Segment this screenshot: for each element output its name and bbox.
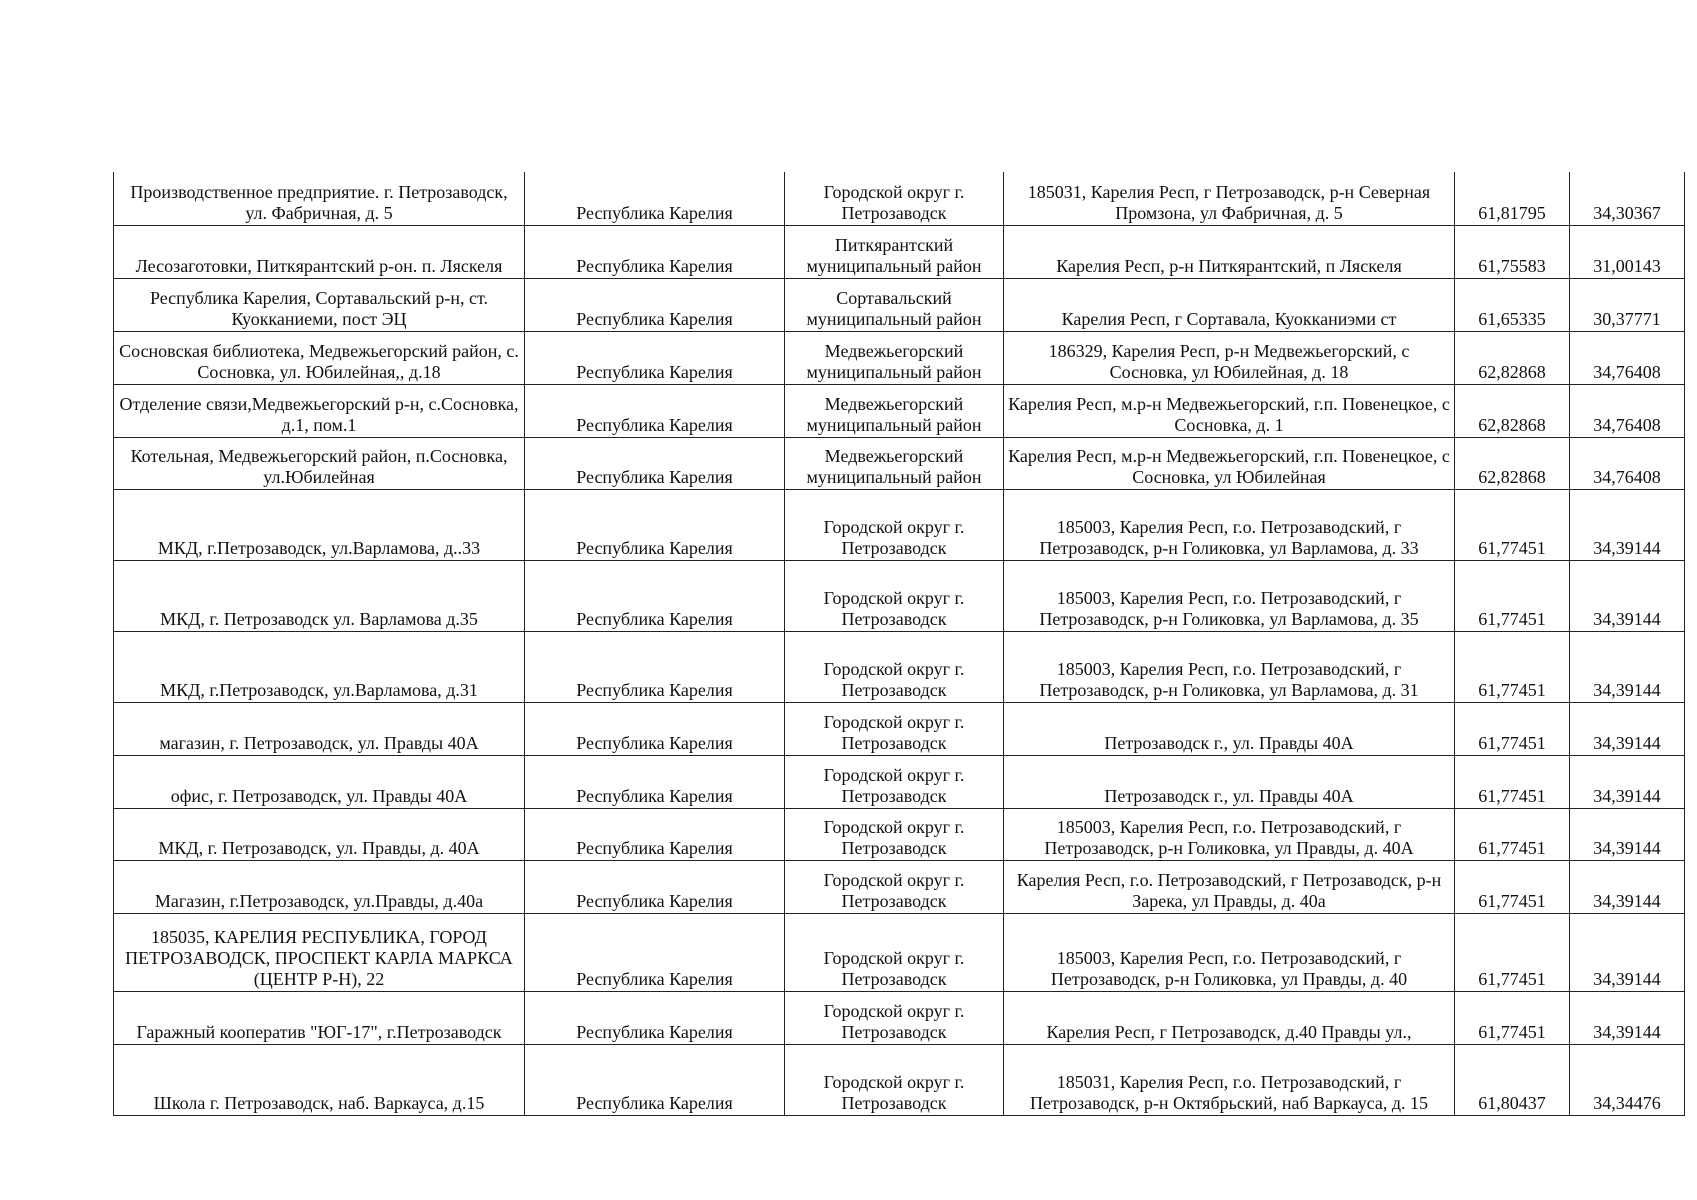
- longitude-cell: 34,76408: [1570, 331, 1685, 384]
- longitude-cell: 34,39144: [1570, 702, 1685, 755]
- longitude-cell: 34,39144: [1570, 860, 1685, 913]
- table-row: [114, 172, 1685, 225]
- region-cell: Республика Карелия: [525, 860, 785, 913]
- region-cell: Республика Карелия: [525, 808, 785, 860]
- table-row: [114, 560, 1685, 631]
- latitude-cell: 61,77451: [1455, 913, 1570, 991]
- table-row: [114, 702, 1685, 755]
- table-row: [114, 1044, 1685, 1115]
- object-name-cell: МКД, г.Петрозаводск, ул.Варламова, д..33: [114, 489, 525, 560]
- address-cell: Карелия Респ, м.р-н Медвежьегорский, г.п. Повенецкое, с Сосновка, д. 1: [1004, 384, 1455, 437]
- latitude-cell: 62,82868: [1455, 437, 1570, 489]
- municipality-cell: Городской округ г. Петрозаводск: [785, 172, 1004, 225]
- object-name-cell: магазин, г. Петрозаводск, ул. Правды 40А: [114, 702, 525, 755]
- address-cell: 185031, Карелия Респ, г Петрозаводск, р-н Северная Промзона, ул Фабричная, д. 5: [1004, 172, 1455, 225]
- latitude-cell: 61,81795: [1455, 172, 1570, 225]
- address-cell: Петрозаводск г., ул. Правды 40А: [1004, 755, 1455, 808]
- object-name-cell: Сосновская библиотека, Медвежьегорский район, с. Сосновка, ул. Юбилейная,, д.18: [114, 331, 525, 384]
- municipality-cell: Городской округ г. Петрозаводск: [785, 991, 1004, 1044]
- table-row: [114, 755, 1685, 808]
- object-name-cell: Республика Карелия, Сортавальский р-н, ст. Куокканиеми, пост ЭЦ: [114, 278, 525, 331]
- latitude-cell: 61,75583: [1455, 225, 1570, 278]
- object-name-cell: Производственное предприятие. г. Петрозаводск, ул. Фабричная, д. 5: [114, 172, 525, 225]
- object-name-cell: МКД, г. Петрозаводск ул. Варламова д.35: [114, 560, 525, 631]
- longitude-cell: 34,39144: [1570, 560, 1685, 631]
- address-cell: Петрозаводск г., ул. Правды 40А: [1004, 702, 1455, 755]
- municipality-cell: Питкярантский муниципальный район: [785, 225, 1004, 278]
- object-name-cell: Гаражный кооператив "ЮГ-17", г.Петрозаводск: [114, 991, 525, 1044]
- table-row: [114, 278, 1685, 331]
- address-cell: 185031, Карелия Респ, г.о. Петрозаводский, г Петрозаводск, р-н Октябрьский, наб Варкауса, д. 15: [1004, 1044, 1455, 1115]
- address-cell: Карелия Респ, р-н Питкярантский, п Ляскеля: [1004, 225, 1455, 278]
- table-row: [114, 489, 1685, 560]
- municipality-cell: Городской округ г. Петрозаводск: [785, 560, 1004, 631]
- latitude-cell: 61,77451: [1455, 755, 1570, 808]
- object-name-cell: Котельная, Медвежьегорский район, п.Сосновка, ул.Юбилейная: [114, 437, 525, 489]
- object-name-cell: Отделение связи,Медвежьегорский р-н, с.Сосновка, д.1, пом.1: [114, 384, 525, 437]
- longitude-cell: 34,39144: [1570, 991, 1685, 1044]
- longitude-cell: 34,34476: [1570, 1044, 1685, 1115]
- municipality-cell: Городской округ г. Петрозаводск: [785, 702, 1004, 755]
- longitude-cell: 34,39144: [1570, 808, 1685, 860]
- object-name-cell: офис, г. Петрозаводск, ул. Правды 40А: [114, 755, 525, 808]
- object-name-cell: МКД, г.Петрозаводск, ул.Варламова, д.31: [114, 631, 525, 702]
- object-name-cell: МКД, г. Петрозаводск, ул. Правды, д. 40А: [114, 808, 525, 860]
- municipality-cell: Городской округ г. Петрозаводск: [785, 913, 1004, 991]
- municipality-cell: Городской округ г. Петрозаводск: [785, 860, 1004, 913]
- longitude-cell: 34,39144: [1570, 489, 1685, 560]
- object-name-cell: Лесозаготовки, Питкярантский р-он. п. Ляскеля: [114, 225, 525, 278]
- municipality-cell: Медвежьегорский муниципальный район: [785, 331, 1004, 384]
- table-row: [114, 860, 1685, 913]
- municipality-cell: Городской округ г. Петрозаводск: [785, 489, 1004, 560]
- object-name-cell: Школа г. Петрозаводск, наб. Варкауса, д.15: [114, 1044, 525, 1115]
- region-cell: Республика Карелия: [525, 991, 785, 1044]
- longitude-cell: 31,00143: [1570, 225, 1685, 278]
- latitude-cell: 61,77451: [1455, 631, 1570, 702]
- region-cell: Республика Карелия: [525, 225, 785, 278]
- region-cell: Республика Карелия: [525, 913, 785, 991]
- address-cell: 185003, Карелия Респ, г.о. Петрозаводский, г Петрозаводск, р-н Голиковка, ул Варламова, д. 35: [1004, 560, 1455, 631]
- address-cell: 185003, Карелия Респ, г.о. Петрозаводский, г Петрозаводск, р-н Голиковка, ул Правды, д. 40А: [1004, 808, 1455, 860]
- region-cell: Республика Карелия: [525, 437, 785, 489]
- region-cell: Республика Карелия: [525, 702, 785, 755]
- region-cell: Республика Карелия: [525, 331, 785, 384]
- region-cell: Республика Карелия: [525, 489, 785, 560]
- longitude-cell: 34,39144: [1570, 755, 1685, 808]
- address-cell: Карелия Респ, м.р-н Медвежьегорский, г.п. Повенецкое, с Сосновка, ул Юбилейная: [1004, 437, 1455, 489]
- municipality-cell: Городской округ г. Петрозаводск: [785, 755, 1004, 808]
- address-cell: 185003, Карелия Респ, г.о. Петрозаводский, г Петрозаводск, р-н Голиковка, ул Правды, д. 40: [1004, 913, 1455, 991]
- address-cell: Карелия Респ, г Петрозаводск, д.40 Правды ул.,: [1004, 991, 1455, 1044]
- latitude-cell: 61,80437: [1455, 1044, 1570, 1115]
- longitude-cell: 34,76408: [1570, 437, 1685, 489]
- latitude-cell: 61,65335: [1455, 278, 1570, 331]
- table-row: [114, 331, 1685, 384]
- region-cell: Республика Карелия: [525, 384, 785, 437]
- municipality-cell: Городской округ г. Петрозаводск: [785, 1044, 1004, 1115]
- longitude-cell: 34,76408: [1570, 384, 1685, 437]
- latitude-cell: 61,77451: [1455, 808, 1570, 860]
- table-row: [114, 437, 1685, 489]
- municipality-cell: Городской округ г. Петрозаводск: [785, 808, 1004, 860]
- table-row: [114, 384, 1685, 437]
- table-row: [114, 631, 1685, 702]
- region-cell: Республика Карелия: [525, 560, 785, 631]
- region-cell: Республика Карелия: [525, 278, 785, 331]
- table-row: [114, 225, 1685, 278]
- latitude-cell: 61,77451: [1455, 702, 1570, 755]
- table-row: [114, 913, 1685, 991]
- address-cell: 186329, Карелия Респ, р-н Медвежьегорский, с Сосновка, ул Юбилейная, д. 18: [1004, 331, 1455, 384]
- longitude-cell: 30,37771: [1570, 278, 1685, 331]
- latitude-cell: 62,82868: [1455, 331, 1570, 384]
- address-cell: 185003, Карелия Респ, г.о. Петрозаводский, г Петрозаводск, р-н Голиковка, ул Варламова, д. 31: [1004, 631, 1455, 702]
- latitude-cell: 61,77451: [1455, 560, 1570, 631]
- region-cell: Республика Карелия: [525, 1044, 785, 1115]
- municipality-cell: Медвежьегорский муниципальный район: [785, 437, 1004, 489]
- municipality-cell: Сортавальский муниципальный район: [785, 278, 1004, 331]
- region-cell: Республика Карелия: [525, 755, 785, 808]
- latitude-cell: 61,77451: [1455, 489, 1570, 560]
- object-name-cell: 185035, КАРЕЛИЯ РЕСПУБЛИКА, ГОРОД ПЕТРОЗАВОДСК, ПРОСПЕКТ КАРЛА МАРКСА (ЦЕНТР Р-Н), 22: [114, 913, 525, 991]
- municipality-cell: Медвежьегорский муниципальный район: [785, 384, 1004, 437]
- region-cell: Республика Карелия: [525, 172, 785, 225]
- object-name-cell: Магазин, г.Петрозаводск, ул.Правды, д.40а: [114, 860, 525, 913]
- latitude-cell: 61,77451: [1455, 860, 1570, 913]
- region-cell: Республика Карелия: [525, 631, 785, 702]
- table-body: [114, 172, 1685, 1115]
- table-row: [114, 808, 1685, 860]
- address-cell: 185003, Карелия Респ, г.о. Петрозаводский, г Петрозаводск, р-н Голиковка, ул Варламова, д. 33: [1004, 489, 1455, 560]
- latitude-cell: 62,82868: [1455, 384, 1570, 437]
- longitude-cell: 34,30367: [1570, 172, 1685, 225]
- longitude-cell: 34,39144: [1570, 913, 1685, 991]
- municipality-cell: Городской округ г. Петрозаводск: [785, 631, 1004, 702]
- longitude-cell: 34,39144: [1570, 631, 1685, 702]
- table-row: [114, 991, 1685, 1044]
- address-cell: Карелия Респ, г.о. Петрозаводский, г Петрозаводск, р-н Зарека, ул Правды, д. 40а: [1004, 860, 1455, 913]
- objects-table: [113, 172, 1685, 1116]
- address-cell: Карелия Респ, г Сортавала, Куокканиэми ст: [1004, 278, 1455, 331]
- latitude-cell: 61,77451: [1455, 991, 1570, 1044]
